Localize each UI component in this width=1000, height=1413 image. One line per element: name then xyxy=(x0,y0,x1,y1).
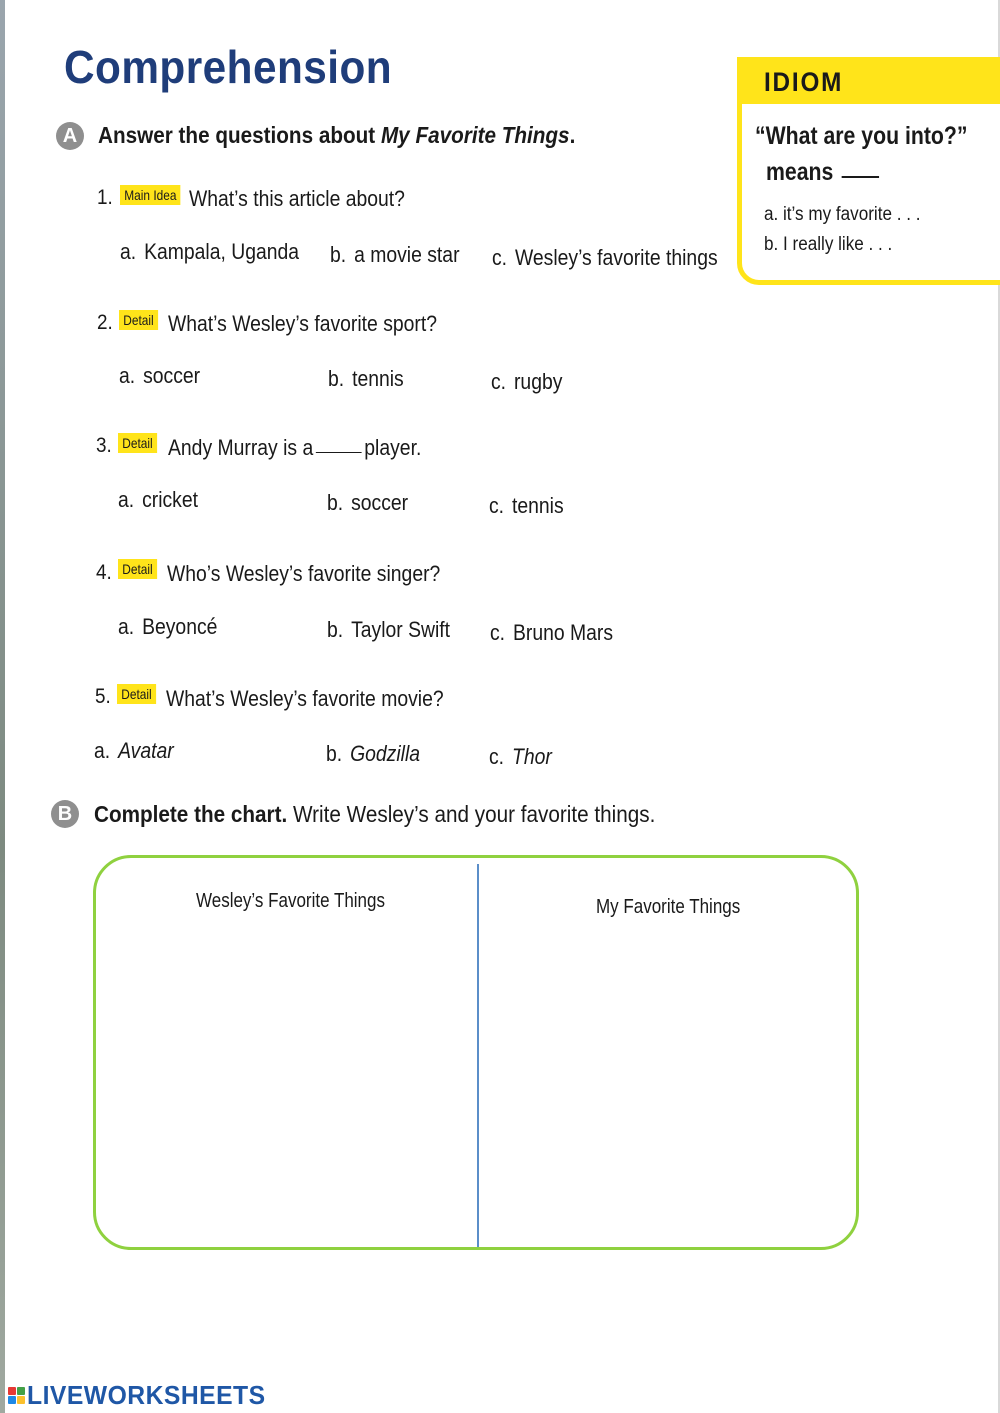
option-text: soccer xyxy=(143,363,201,388)
question-3-text xyxy=(168,435,421,461)
option-letter: a. xyxy=(118,614,135,639)
section-a-heading-end: . xyxy=(569,122,576,148)
question-1-number: 1. xyxy=(97,186,113,209)
logo-square-green xyxy=(17,1387,25,1395)
option-letter: a. xyxy=(119,363,136,388)
section-a-heading xyxy=(98,122,575,149)
logo-grid-icon xyxy=(8,1387,25,1404)
option-text: Thor xyxy=(511,744,552,769)
option-letter: a. xyxy=(94,738,111,763)
idiom-option-b[interactable]: b. I really like . . . xyxy=(764,234,893,255)
question-1-option-a[interactable] xyxy=(120,239,299,265)
chart-left-header: Wesley’s Favorite Things xyxy=(196,890,385,912)
option-letter: b. xyxy=(326,741,343,766)
question-2-option-a[interactable] xyxy=(119,363,200,389)
idiom-means-text: means xyxy=(766,158,834,186)
question-3-option-a[interactable] xyxy=(118,487,198,513)
idiom-box xyxy=(737,57,1000,285)
question-4-option-c[interactable] xyxy=(490,620,613,646)
question-2-text: What’s Wesley’s favorite sport? xyxy=(168,311,438,336)
option-text: Taylor Swift xyxy=(351,617,451,642)
option-text: a movie star xyxy=(354,242,460,267)
option-text: rugby xyxy=(513,369,563,394)
question-1-text: What’s this article about? xyxy=(189,186,405,211)
question-2-option-c[interactable] xyxy=(491,369,562,395)
question-4-text: Who’s Wesley’s favorite singer? xyxy=(167,561,441,586)
idiom-question: “What are you into?” xyxy=(755,122,968,150)
option-letter: b. xyxy=(327,490,344,515)
chart-divider xyxy=(477,864,479,1247)
question-5-option-c[interactable] xyxy=(489,744,552,770)
question-3-text-before: Andy Murray is a xyxy=(168,435,314,460)
option-letter: a. xyxy=(120,239,137,264)
option-text: soccer xyxy=(351,490,409,515)
option-text: tennis xyxy=(511,493,564,518)
question-3-option-c[interactable] xyxy=(489,493,564,519)
option-text: Wesley’s favorite things xyxy=(514,245,718,270)
idiom-option-a[interactable]: a. it’s my favorite . . . xyxy=(764,204,921,225)
option-text: Kampala, Uganda xyxy=(144,239,300,264)
option-letter: c. xyxy=(491,369,507,394)
question-5-tag: Detail xyxy=(117,684,156,704)
question-1-option-c[interactable] xyxy=(492,245,718,271)
section-b-badge: B xyxy=(51,800,79,828)
question-3-text-after: player. xyxy=(364,435,422,460)
question-3-number: 3. xyxy=(96,434,112,457)
question-3-tag: Detail xyxy=(118,433,157,453)
question-2-tag: Detail xyxy=(119,310,158,330)
idiom-label: IDIOM xyxy=(764,67,844,97)
answer-blank[interactable] xyxy=(842,176,879,178)
section-b-heading xyxy=(94,801,655,828)
answer-blank[interactable] xyxy=(316,452,362,453)
question-5-text: What’s Wesley’s favorite movie? xyxy=(166,686,444,711)
idiom-means xyxy=(766,158,882,187)
option-letter: a. xyxy=(118,487,135,512)
page-left-edge xyxy=(0,0,5,1413)
liveworksheets-logo[interactable] xyxy=(8,1380,278,1411)
logo-square-yellow xyxy=(17,1396,25,1404)
question-5-option-b[interactable] xyxy=(326,741,420,767)
option-letter: c. xyxy=(489,493,505,518)
question-1-tag: Main Idea xyxy=(120,185,181,205)
question-4-option-a[interactable] xyxy=(118,614,217,640)
chart-right-header: My Favorite Things xyxy=(596,896,741,918)
option-letter: c. xyxy=(489,744,505,769)
option-letter: b. xyxy=(328,366,345,391)
question-1-option-b[interactable] xyxy=(330,242,460,268)
question-2-option-b[interactable] xyxy=(328,366,404,392)
section-a-badge: A xyxy=(56,122,84,150)
option-text: tennis xyxy=(352,366,404,391)
question-4-tag: Detail xyxy=(118,559,157,579)
option-text: Godzilla xyxy=(350,741,421,766)
question-5-number: 5. xyxy=(95,685,111,708)
option-text: Beyoncé xyxy=(142,614,218,639)
section-b-heading-bold: Complete the chart. xyxy=(94,801,288,827)
option-text: Bruno Mars xyxy=(512,620,614,645)
section-a-heading-start: Answer the questions about xyxy=(98,122,381,148)
question-3-option-b[interactable] xyxy=(327,490,408,516)
page-title: Comprehension xyxy=(64,41,393,93)
option-letter: b. xyxy=(330,242,347,267)
question-4-number: 4. xyxy=(96,561,112,584)
option-letter: c. xyxy=(492,245,508,270)
logo-square-red xyxy=(8,1387,16,1395)
idiom-header xyxy=(742,62,1000,104)
liveworksheets-brand: LIVEWORKSHEETS xyxy=(27,1380,266,1410)
section-b-heading-rest: Write Wesley’s and your favorite things. xyxy=(287,801,656,827)
option-letter: b. xyxy=(327,617,344,642)
option-text: Avatar xyxy=(118,738,174,763)
question-5-option-a[interactable] xyxy=(94,738,174,764)
favorite-things-chart xyxy=(93,855,859,1250)
section-a-heading-italic: My Favorite Things xyxy=(380,122,570,148)
logo-square-blue xyxy=(8,1396,16,1404)
question-2-number: 2. xyxy=(97,311,113,334)
option-letter: c. xyxy=(490,620,506,645)
option-text: cricket xyxy=(142,487,199,512)
question-4-option-b[interactable] xyxy=(327,617,450,643)
